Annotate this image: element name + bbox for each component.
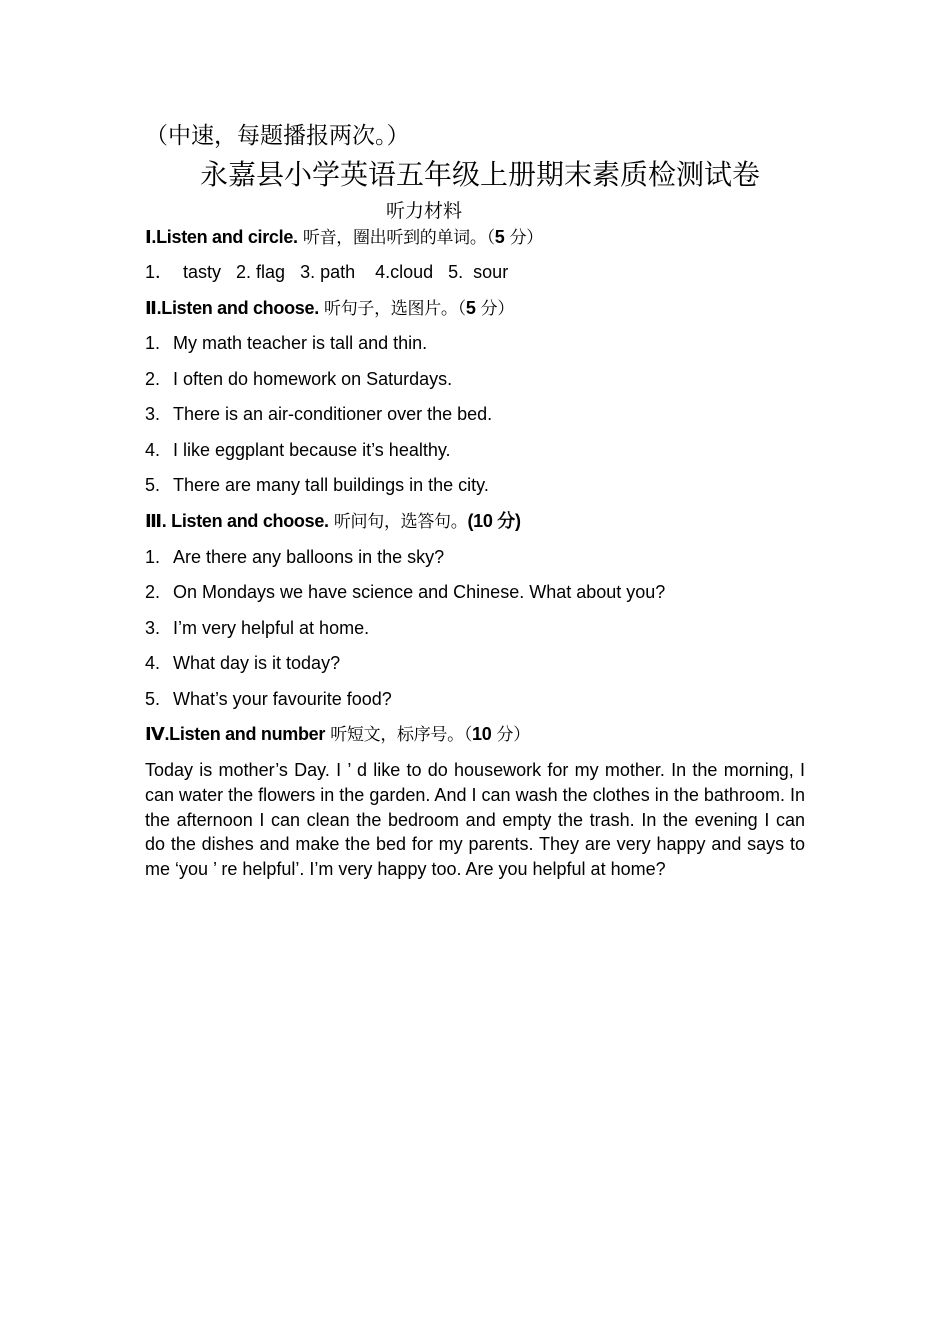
section-3-heading-cn: 听问句，选答句。	[328, 512, 468, 532]
broadcast-note: （中速，每题播报两次。）	[145, 123, 410, 149]
item-text: I like eggplant because it’s healthy.	[173, 440, 451, 460]
list-item	[145, 473, 489, 497]
section-1-heading-cn: 听音，圈出听到的单词。（	[297, 228, 495, 248]
item-number: 4.	[145, 440, 161, 460]
section-2-numeral: Ⅱ	[145, 298, 157, 318]
item-text: There is an air-conditioner over the bed.	[173, 404, 493, 424]
item-number: 5.	[145, 689, 161, 709]
list-item	[145, 687, 392, 711]
section-4-heading-cn: 听短文，标序号。（	[325, 725, 473, 745]
item-text: What day is it today?	[173, 653, 341, 673]
section-3-score: (10	[467, 511, 493, 531]
section-1-score-unit: 分）	[504, 228, 544, 248]
listening-passage: Today is mother’s Day. I ’ d like to do housework for my mother. In the morning, I can water the flowers in the garden. And I can wash the clothes in the bathroom. In the afternoon I can clean the bedroom and empty the trash. In the evening I can do the dishes and make the bed for my parents. They are very happy and says to me ‘you ’ re helpful’. I’m very happy too. Are you helpful at home?	[145, 760, 805, 880]
item-number: 3.	[145, 618, 161, 638]
section-3-score-unit: 分)	[492, 511, 521, 531]
section-4-heading	[145, 722, 530, 747]
list-item	[145, 545, 444, 569]
item-number: 3.	[145, 404, 161, 424]
item-text: My math teacher is tall and thin.	[173, 333, 428, 353]
item-text: What’s your favourite food?	[173, 689, 392, 709]
section-4-numeral: Ⅳ	[145, 724, 165, 744]
item-text: On Mondays we have science and Chinese. What about you?	[173, 582, 666, 602]
item-text: Are there any balloons in the sky?	[173, 547, 445, 567]
section-2-heading-cn: 听句子，选图片。（	[318, 299, 466, 319]
item-text: I’m very helpful at home.	[173, 618, 370, 638]
item-number: 5.	[145, 475, 161, 495]
section-1-words: 1． tasty 2. flag 3. path 4.cloud 5. sour	[145, 262, 509, 282]
list-item	[145, 438, 451, 462]
section-1-numeral: Ⅰ	[145, 227, 152, 247]
section-2-score: 5	[465, 298, 476, 318]
list-item	[145, 616, 369, 640]
page-title: 永嘉县小学英语五年级上册期末素质检测试卷	[199, 158, 760, 191]
section-4-score-unit: 分）	[491, 725, 530, 745]
item-text: There are many tall buildings in the city.	[173, 475, 489, 495]
item-number: 1.	[145, 547, 161, 567]
section-1-heading	[145, 225, 543, 250]
list-item	[145, 580, 665, 604]
page-subtitle: 听力材料	[385, 200, 462, 222]
section-4-heading-en: .Listen and number	[164, 724, 326, 744]
list-item	[145, 367, 452, 391]
section-1-score: 5	[494, 227, 505, 247]
section-2-score-unit: 分）	[475, 299, 515, 319]
list-item	[145, 402, 492, 426]
item-number: 4.	[145, 653, 161, 673]
item-number: 1.	[145, 333, 161, 353]
section-4-score: 10	[472, 724, 492, 744]
item-number: 2.	[145, 369, 161, 389]
section-2-heading-en: .Listen and choose.	[156, 298, 319, 318]
list-item	[145, 331, 427, 355]
item-text: I often do homework on Saturdays.	[173, 369, 453, 389]
section-2-heading	[145, 296, 514, 321]
item-number: 2.	[145, 582, 161, 602]
section-3-heading-en: . Listen and choose.	[161, 511, 329, 531]
section-1-heading-en: .Listen and circle.	[151, 227, 298, 247]
section-3-numeral: Ⅲ	[145, 511, 162, 531]
list-item	[145, 651, 340, 675]
section-3-heading	[145, 509, 521, 534]
